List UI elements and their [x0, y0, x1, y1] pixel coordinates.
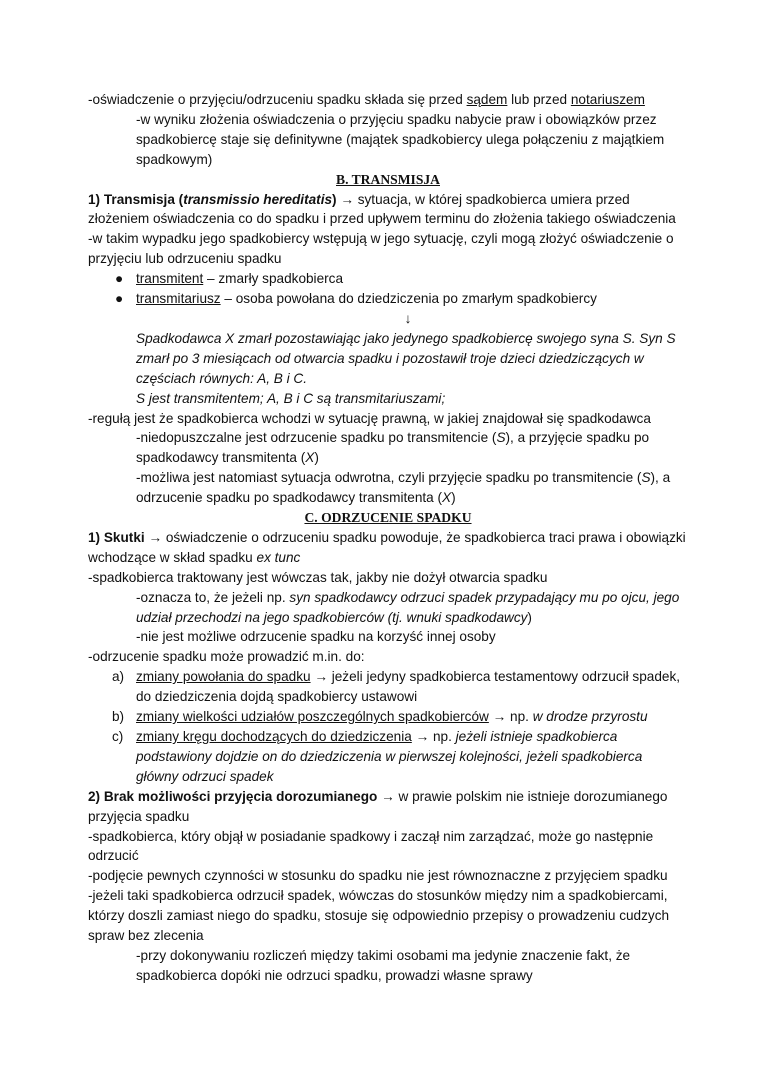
- paragraph-traktowany: -spadkobierca traktowany jest wówczas tak, jakby nie dożył otwarcia spadku: [88, 569, 548, 585]
- paragraph-brak-dorozumianego: 2) Brak możliwości przyjęcia dorozumianego → w prawie polskim nie istnieje dorozumianego przyjęcia spadku: [88, 788, 668, 824]
- bullet-icon: ●: [115, 291, 124, 307]
- underlined-sad: sądem: [466, 92, 508, 107]
- alpha-list-skutki: [88, 667, 688, 786]
- right-arrow-icon: →: [314, 669, 328, 685]
- paragraph-objal-w-posiadanie: -spadkobierca, który objął w posiadanie spadkowy i zaczął nim zarządzać, może go następnie odrzucić: [88, 828, 654, 864]
- section-heading-odrzucenie: C. ODRZUCENIE SPADKU: [304, 510, 472, 526]
- list-item: b) zmiany wielkości udziałów poszczególnych spadkobierców → np. w drodze przyrostu: [112, 709, 648, 725]
- bullet-list-transmisja: [88, 269, 688, 309]
- paragraph-odrzucil-spadek: -jeżeli taki spadkobierca odrzucił spadek, wówczas do stosunków między nim a spadkobiercami, którzy doszli zamiast niego do spadku, stosuje się odpowiednio przepisy o prowadzeniu cudzych spraw bez zlecenia: [88, 888, 670, 944]
- paragraph-podjecie-czynnosci: -podjęcie pewnych czynności w stosunku do spadku nie jest równoznaczne z przyjęciem spadku: [88, 868, 668, 884]
- list-item: ● transmitariusz – osoba powołana do dziedziczenia po zmarłym spadkobiercy: [88, 289, 688, 309]
- paragraph-transmisja-def: 1) Transmisja (transmissio hereditatis) → sytuacja, w której spadkobierca umiera przed złożeniem oświadczenia co do spadku i przed upływem terminu do złożenia takiego oświadczenia: [88, 191, 676, 227]
- right-arrow-icon: →: [340, 191, 354, 207]
- document-page: [88, 90, 688, 986]
- paragraph-rozliczenia: -przy dokonywaniu rozliczeń między takimi osobami ma jedynie znaczenie fakt, że spadkobierca dopóki nie odrzuci spadku, prowadzi własne sprawy: [136, 947, 631, 983]
- paragraph-oznacza: -oznacza to, że jeżeli np. syn spadkodawcy odrzuci spadek przypadający mu po ojcu, jego udział przechodzi na jego spadkobierców (tj. wnuki spadkodawcy): [136, 589, 680, 625]
- paragraph-niedopuszczalne: -niedopuszczalne jest odrzucenie spadku po transmitencie (S), a przyjęcie spadku po spadkodawcy transmitenta (X): [136, 430, 650, 466]
- paragraph-oswiadczenie: -oświadczenie o przyjęciu/odrzuceniu spadku składa się przed sądem lub przed notariuszem: [88, 92, 645, 107]
- example-conclusion: S jest transmitentem; A, B i C są transmitariuszami;: [136, 390, 446, 406]
- right-arrow-icon: →: [492, 709, 507, 725]
- paragraph-nie-mozliwe: -nie jest możliwe odrzucenie spadku na korzyść innej osoby: [136, 629, 496, 645]
- paragraph-transmisja-wstepuja: -w takim wypadku jego spadkobiercy wstępują w jego sytuację, czyli mogą złożyć oświadczenie o przyjęciu lub odrzuceniu spadku: [88, 231, 674, 267]
- paragraph-regula: -regułą jest że spadkobierca wchodzi w sytuację prawną, w jakiej znajdował się spadkodawca: [88, 410, 651, 426]
- list-item: c) zmiany kręgu dochodzących do dziedziczenia → np. jeżeli istnieje spadkobierca podstawiony dojdzie on do dziedziczenia w pierwszej kolejności, jeżeli spadkobierca główny odrzuci spadek: [112, 729, 643, 784]
- right-arrow-icon: →: [381, 788, 395, 804]
- right-arrow-icon: →: [148, 529, 163, 545]
- paragraph-prowadzic: -odrzucenie spadku może prowadzić m.in. do:: [88, 649, 365, 665]
- down-arrow-icon: ↓: [404, 310, 412, 326]
- paragraph-skutki: 1) Skutki → oświadczenie o odrzuceniu spadku powoduje, że spadkobierca traci prawa i obowiązki wchodzące w skład spadku ex tunc: [88, 529, 686, 565]
- bullet-icon: ●: [115, 271, 124, 287]
- list-item: a) zmiany powołania do spadku → jeżeli jedyny spadkobierca testamentowy odrzucił spadek, do dziedziczenia dojdą spadkobiercy ustawowi: [112, 669, 681, 705]
- section-heading-transmisja: B. TRANSMISJA: [336, 171, 440, 187]
- right-arrow-icon: →: [415, 729, 430, 744]
- list-item: ● transmitent – zmarły spadkobierca: [88, 269, 688, 289]
- example-text: Spadkodawca X zmarł pozostawiając jako jedynego spadkobiercę swojego syna S. Syn S zmarł po 3 miesiącach od otwarcia spadku i pozostawił troje dzieci dziedziczących w częściach równych: A, B i C.: [136, 330, 676, 386]
- underlined-notariusz: notariuszem: [570, 92, 645, 107]
- paragraph-skutek-przyjecia: -w wyniku złożenia oświadczenia o przyjęciu spadku nabycie praw i obowiązków przez spadkobiercę staje się definitywne (majątek spadkobiercy ulega połączeniu z majątkiem spadkowym): [136, 111, 665, 167]
- paragraph-mozliwa: -możliwa jest natomiast sytuacja odwrotna, czyli przyjęcie spadku po transmitencie (S), a odrzucenie spadku po spadkodawcy transmitenta (X): [136, 470, 671, 506]
